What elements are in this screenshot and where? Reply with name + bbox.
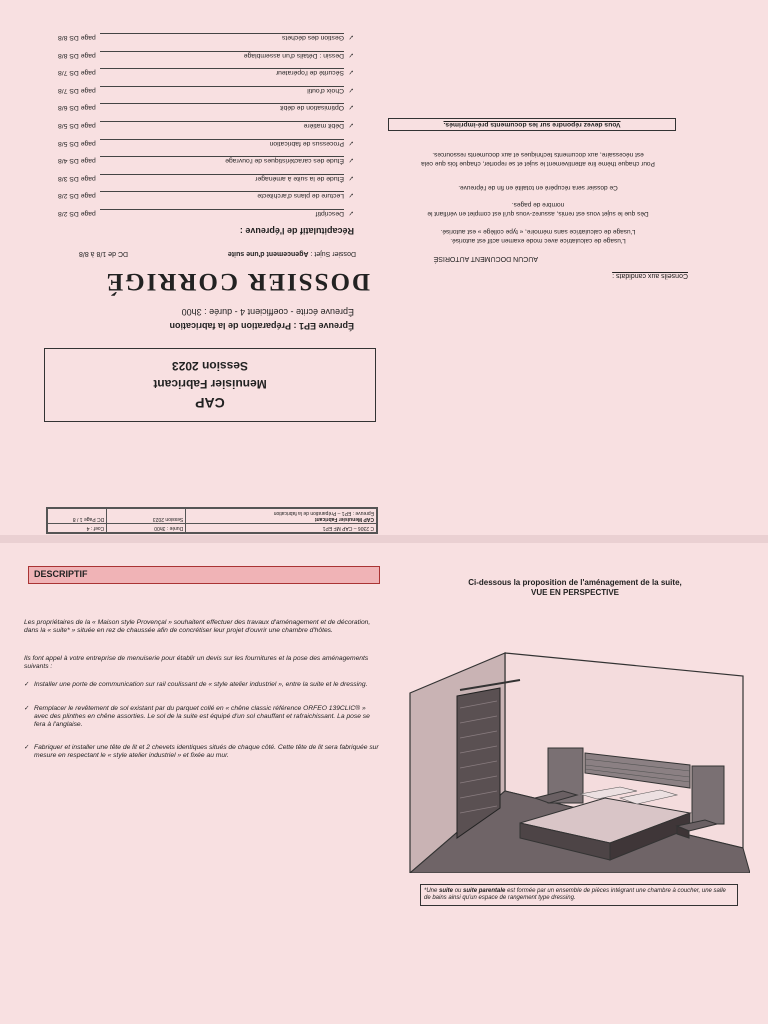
return-rule: Ce dossier sera récupéré en totalité en fin de l'épreuve. bbox=[458, 184, 618, 191]
recap-item: ✓ Dessin : Détails d'un assemblage page DS 8/8 bbox=[58, 50, 354, 59]
bullet-item: ✓ Fabriquer et installer une tête de lit et 2 chevets identiques situés de chaque côté. Cette tête de lit sera fabriquée sur mesure en respectant le « style atelier industriel » et fixée au mur. bbox=[24, 744, 379, 759]
cartouche-code: C 2306 – CAP MF EP1 bbox=[186, 524, 377, 533]
recap-item: ✓ Sécurité de l'opérateur page DS 7/8 bbox=[58, 68, 354, 77]
recap-item: ✓ Débit matière page DS 5/8 bbox=[58, 121, 354, 130]
read-rule-1: Pour chaque thème lire attentivement le sujet et se reporter, chaque fois que cela bbox=[421, 160, 655, 167]
room-perspective-drawing bbox=[405, 648, 750, 873]
descriptif-header bbox=[28, 566, 380, 584]
answer-notice: Vous devez répondre sur les documents pré-imprimés. bbox=[388, 118, 676, 131]
recap-item: ✓ Descriptif page DS 2/8 bbox=[58, 209, 354, 217]
recap-item: ✓ Choix d'outil page DS 7/8 bbox=[58, 85, 354, 94]
suite-definition-note: *Une suite ou suite parentale est formée par un ensemble de pièces intégrant une chambre à coucher, une salle de bains ainsi qu'un espace de rangement type dressing. bbox=[420, 884, 738, 906]
check-icon: ✓ bbox=[348, 209, 354, 216]
cartouche-title: CAP Menuisier Fabricant bbox=[314, 516, 374, 522]
check-icon: ✓ bbox=[348, 138, 354, 146]
check-icon: ✓ bbox=[348, 33, 354, 41]
header-cap: CAP bbox=[195, 395, 225, 411]
check-icon: ✓ bbox=[348, 121, 354, 129]
cartouche-coef: Coef : 4 bbox=[48, 524, 107, 533]
check-icon: ✓ bbox=[348, 103, 354, 111]
cartouche bbox=[46, 507, 378, 534]
cartouche-title-cell bbox=[186, 509, 377, 524]
conseils-title: Conseils aux candidats : bbox=[612, 272, 688, 279]
cover-header-box bbox=[44, 348, 376, 422]
no-document-notice: AUCUN DOCUMENT AUTORISÉ bbox=[433, 255, 538, 262]
recap-item: ✓ Étude des caractéristiques de l'ouvrage page DS 4/8 bbox=[58, 156, 354, 165]
epreuve-details: Épreuve écrite - coefficient 4 - durée : 3h00 bbox=[181, 307, 354, 317]
epreuve-title: Épreuve EP1 : Préparation de la fabrication bbox=[169, 321, 354, 331]
descriptif-page bbox=[0, 543, 768, 1024]
page-separator bbox=[0, 535, 768, 543]
check-icon: ✓ bbox=[24, 705, 30, 712]
check-rule-1: Dès que le sujet vous est remis, assurez-vous qu'il est complet en vérifiant le bbox=[427, 210, 649, 217]
check-icon: ✓ bbox=[348, 50, 354, 58]
dossier-value: Agencement d'une suite bbox=[227, 250, 309, 257]
calc-rule-2: L'usage de calculatrice sans mémoire, « type collège » est autorisé. bbox=[440, 228, 636, 235]
cartouche-epreuve: Épreuve : EP1 – Préparation de la fabrication bbox=[273, 510, 374, 516]
recap-item: ✓ Optimisation de débit page DS 6/8 bbox=[58, 103, 354, 112]
bullet-item: ✓ Remplacer le revêtement de sol existant par du parquet collé en « chêne classic référence ORFEO 139CLIC® » avec des plinthes en chêne assorties. Le sol de la suite est équipé d'un sol chauffant et rafraichissant. La pose se fera à l'anglaise. bbox=[24, 705, 370, 728]
check-icon: ✓ bbox=[348, 68, 354, 76]
dossier-sujet bbox=[228, 250, 356, 257]
cartouche-dc-page: DC Page 1 / 8 bbox=[48, 509, 107, 524]
header-session: Session 2023 bbox=[171, 359, 249, 373]
dossier-label: Dossier Sujet : bbox=[310, 250, 356, 257]
descriptif-title: DESCRIPTIF bbox=[34, 569, 88, 579]
check-icon: ✓ bbox=[348, 156, 354, 164]
check-icon: ✓ bbox=[348, 173, 354, 181]
bullet-item: ✓ Installer une porte de communication sur rail coulissant de « style atelier industriel », entre la suite et le dressing. bbox=[24, 681, 368, 688]
check-rule-2: nombre de pages. bbox=[511, 201, 565, 208]
recap-title: Récapitulatif de l'épreuve : bbox=[239, 226, 354, 236]
recap-item: ✓ Lecture de plans d'architecte page DS 2/8 bbox=[58, 191, 354, 200]
dc-range: DC de 1/8 à 8/8 bbox=[78, 250, 128, 257]
recap-item: ✓ Gestion des déchets page DS 8/8 bbox=[58, 33, 354, 42]
check-icon: ✓ bbox=[24, 681, 30, 688]
perspective-title: Ci-dessous la proposition de l'aménagement de la suite, VUE EN PERSPECTIVE bbox=[468, 578, 682, 597]
main-title: DOSSIER CORRIGÉ bbox=[104, 268, 370, 295]
recap-list bbox=[58, 23, 354, 217]
recap-item: ✓ Étude de la suite à aménager page DS 3/8 bbox=[58, 173, 354, 182]
cartouche-session: Session 2023 bbox=[107, 509, 186, 524]
check-icon: ✓ bbox=[24, 744, 30, 751]
header-diploma: Menuisier Fabricant bbox=[153, 377, 267, 391]
calc-rule-1: L'usage de calculatrice avec mode examen actif est autorisé. bbox=[450, 237, 626, 244]
recap-item: ✓ Processus de fabrication page DS 5/8 bbox=[58, 138, 354, 147]
cartouche-duree: Durée : 3h00 bbox=[107, 524, 186, 533]
check-icon: ✓ bbox=[348, 85, 354, 93]
intro-paragraph: Les propriétaires de la « Maison style Provençal » souhaitent effectuer des travaux d'aménagement et de décoration, dans la « suite* » située en rez de chaussée afin de concrétiser leur projet d'ouvrir une chambre d'hôtes. bbox=[24, 619, 371, 634]
read-rule-2: est nécessaire, aux documents techniques et aux documents ressources. bbox=[432, 151, 644, 158]
check-icon: ✓ bbox=[348, 191, 354, 199]
request-paragraph: Ils font appel à votre entreprise de menuiserie pour établir un devis sur les fournitures et la pose des aménagements suivants : bbox=[24, 655, 369, 670]
